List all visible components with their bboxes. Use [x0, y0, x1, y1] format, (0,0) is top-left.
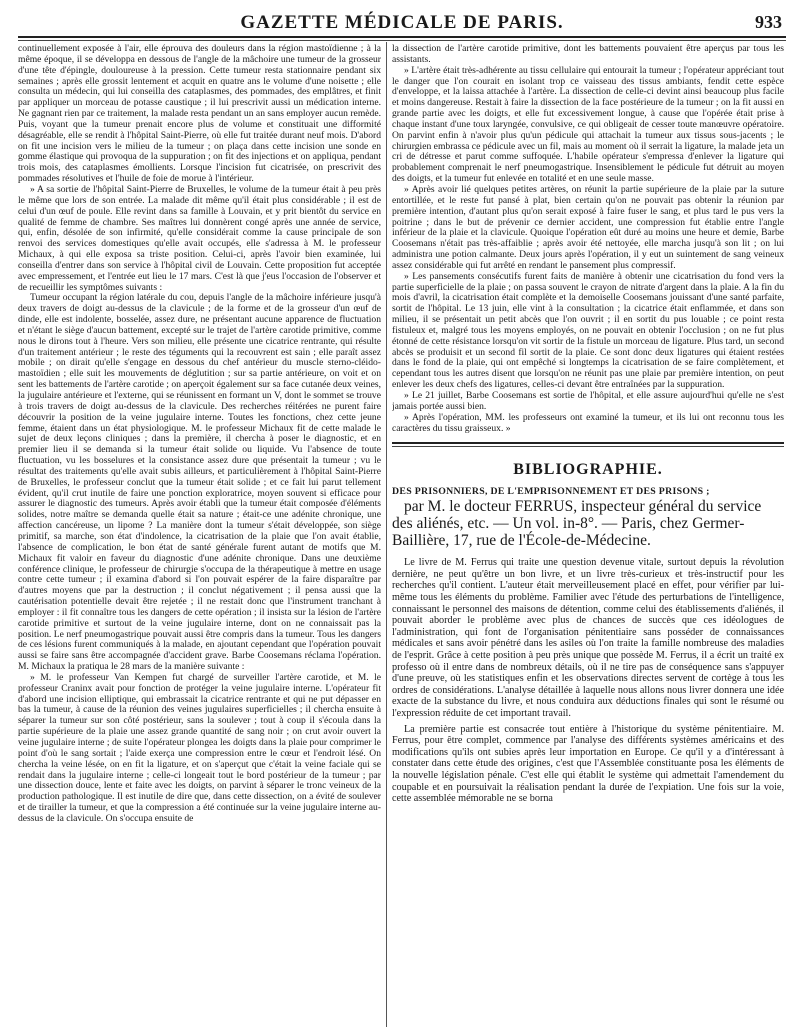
review-paragraph: La première partie est consacrée tout entière à l'historique du système pénitentiaire. M. Ferrus, pour être complet, commence par l'analyse des différents systèmes américains et des modifications qu'ils ont subies après leur importation en Europe. Ce qu'il y a d'intéressant à constater dans cette étude des origines, c'est que l'Assemblée constituante posa les éléments de la nouvelle législation pénale. C'est elle qui établit le système qui admettait l'amendement du coupable et en poursuivait la réalisation pendant la durée de l'expiation. Une fois sur la voie, cette assemblée mémorable ne se borna — [392, 723, 784, 805]
page-header — [18, 8, 786, 34]
review-paragraph: Le livre de M. Ferrus qui traite une question devenue vitale, surtout depuis la révolution dernière, ne peut qu'être un bon livre, et un livre très-curieux et très-instructif pour les recherches qu'il contient. L'auteur était merveilleusement placé en effet, pour vérifier par lui-même tous les éléments du problème. Familier avec l'étude des perturbations de l'intelligence, connaissant le personnel des maisons de détention, comme celui des établissements d'aliénés, il pouvait aborder le problème avec plus de chances de succès que ces idéologues de l'administration, qui font de l'organisation pénitentiaire sans posséder de connaissances médicales et sans avoir pénétré dans les asiles où l'on traite la famille nombreuse des maladies de l'esprit. Grâce à cette position à peu près unique que possède M. Ferrus, il a écrit un traité ex professo où il entre dans de nombreux détails, où il ne tire pas de conséquence sans s'appuyer d'une preuve, où les statistiques enfin et les observations directes servent de cortège à tous les ordres de considérations. L'analyse détaillée à laquelle nous allons nous livrer donnera une idée exacte de la substance du livre, et nous conduira aux déductions finales qui sont le résumé ou l'expression réduite de cet important travail. — [392, 557, 784, 719]
article-paragraph: » Après avoir lié quelques petites artères, on réunit la partie supérieure de la plaie par la suture entortillée, et le reste fut pansé à plat, bien certain qu'on ne pouvait pas obtenir la réunion par première intention, d'autant plus qu'on serait exposé à faire fuser le sang, et plus tard le pus vers la poitrine ; dans le but de prévenir ce dernier accident, une compression fut établie entre l'angle inférieur de la plaie et la clavicule. Quoique l'opération eût duré au moins une heure et demie, Barbe Coosemans n'était pas très-affaiblie ; après avoir été nettoyée, elle marcha jusqu'à son lit ; on lui administra une potion calmante. Deux jours après l'opération, il y eut un suintement de sang veineux assez considérable qui fut arrêté en rendant le pansement plus compressif. — [392, 183, 784, 271]
right-column — [392, 44, 784, 1027]
page-number: 933 — [755, 12, 782, 32]
header-rule-thin — [18, 40, 786, 41]
article-paragraph: » M. le professeur Van Kempen fut chargé de surveiller l'artère carotide, et M. le professeur Craninx avait pour fonction de protéger la veine jugulaire interne. L'opérateur fit d'abord une incision elliptique, qui embrassait la cicatrice rentrante et qui ne put dépasser en bas la tumeur, à cause de la réunion des veines jugulaires superficielles ; il chercha ensuite à séparer la tumeur sur son côté postérieur, sans la soulever ; tout à coup il s'écoula dans la partie supérieure de la plaie une assez grande quantité de sang noir ; on crut avoir ouvert la veine jugulaire interne ; de suite l'opérateur plongea les doigts dans la plaie pour comprimer le point d'où le sang sortait ; l'aide exerça une compression entre le cœur et l'endroit lésé. On chercha la veine lésée, on en fit la ligature, et on s'aperçut que c'était la veine faciale qui se rendait dans la jugulaire interne ; celle-ci longeait tout le bord postérieur de la tumeur ; par une dissection douce, lente et faite avec les doigts, on parvint à séparer le tronc veineux de la production pathologique. Il est inutile de dire que, dans cette dissection, on a évité de soulever et de tirailler la tumeur, et que la compression a été continuée sur la veine jugulaire interne au-dessus de la clavicule. On s'occupa ensuite de — [18, 671, 381, 824]
article-paragraph: » Le 21 juillet, Barbe Coosemans est sortie de l'hôpital, et elle assure aujourd'hui qu'elle ne s'est jamais portée aussi bien. — [392, 390, 784, 412]
section-rule-thin — [392, 446, 784, 447]
article-paragraph: » L'artère était très-adhérente au tissu cellulaire qui entourait la tumeur ; l'opérateur appréciant tout le danger que l'on courait en isolant trop ce vaisseau des tissus ambiants, fendit cette espèce d'enveloppe, et la laissa attachée à l'artère. La dissection de celle-ci devint ainsi beaucoup plus facile et moins dangereuse. Restait à faire la dissection de la face postérieure de la tumeur ; on la fit aussi en grande partie avec les doigts, et elle fut excessivement longue, à cause que l'opérée était prise à chaque instant d'une toux laryngée, convulsive, ce qui obligeait de cesser toute manœuvre opératoire. On parvint enfin à n'avoir plus qu'un pédicule qui attachait la tumeur aux tissus sous-jacents ; le chirurgien embrassa ce pédicule avec un fil, mais au moment où il serrait la ligature, la malade jeta un cri de détresse et parut comme suffoquée. L'habile opérateur s'empressa d'enlever la ligature qui probablement comprenait le nerf pneumogastrique. Insensiblement le pédicule fut détruit au moyen des doigts, et la tumeur fut enlevée en totalité et en une seule masse. — [392, 64, 784, 185]
article-paragraph: continuellement exposée à l'air, elle éprouva des douleurs dans la région mastoïdienne ; à la même époque, il se développa en dessous de l'angle de la mâchoire une tumeur de la grosseur d'une tête d'épingle, douloureuse à la pression. Cette tumeur resta stationnaire pendant six semaines ; après elle grossit lentement et acquit en quatre ans le volume d'une noisette ; elle consulta un médecin, qui lui conseilla des cataplasmes, des pommades, des emplâtres, et finit par appliquer un morceau de potasse caustique ; il lui prescrivit aussi un médication interne. Ne gagnant rien par ce traitement, la malade resta pendant un an sans employer aucun remède. Puis, voyant que la tumeur prenait encore plus de volume et constituait une difformité désagréable, elle se rendit à l'hôpital Saint-Pierre, où elle fut traitée durant neuf mois. D'abord on fit une incision vers le milieu de la tumeur ; on plaça dans cette incision une sonde en gomme élastique qui provoqua de la suppuration ; on fit des injections et on appliqua, pendant trois mois, des cataplasmes émollients. Lorsque l'incision fut cicatrisée, on prescrivit des pommades résolutives et l'huile de foie de morue à l'intérieur. — [18, 44, 381, 185]
book-details: par M. le docteur FERRUS, inspecteur général du service des aliénés, etc. — Un vol. in-8°. — Paris, chez Germer-Baillière, 17, rue de l'École-de-Médecine. — [392, 498, 762, 550]
bibliography-heading: BIBLIOGRAPHIE. — [513, 461, 663, 479]
article-paragraph: Tumeur occupant la région latérale du cou, depuis l'angle de la mâchoire inférieure jusqu'à deux travers de doigt au-dessus de la clavicule ; de la forme et de la grosseur d'un œuf de dinde, elle est indolente, bosselée, assez dure, ne présentant aucune apparence de fluctuation et n'étant le siège d'aucun battement, excepté sur le trajet de l'artère carotide primitive, comme nous le dirons tout à l'heure. Vers son milieu, elle présente une cicatrice rentrante, qui résulte d'un traitement antérieur ; le reste des téguments qui la recouvrent est sain ; elle paraît assez mobile ; on dirait qu'elle s'engage en dessous du chef antérieur du muscle sterno-cléido-mastoïdien ; elle suit les mouvements de déglutition ; sur sa partie antérieure, on voit et on sent les battements de l'artère carotide ; on aperçoit également sur sa face cutanée deux veines, la jugulaire antérieure et l'externe, qui se réunissent en formant un V, dont le sommet se trouve à trois travers de doigt au-dessus de la clavicule. Des recherches réitérées ne purent faire découvrir la position de la veine jugulaire interne. Toutes les fonctions, chez cette jeune femme, étaient dans un état physiologique. M. le professeur Michaux fit de cette malade le sujet de deux leçons cliniques ; dans la première, il chercha à poser le diagnostic, et en premier lieu il se demanda si la tumeur était solide ou liquide. Vu l'absence de toute fluctuation, vu les bosselures et la consistance assez dure que présentait la tumeur ; vu le résultat des traitements qu'elle avait subis ailleurs, et particulièrement à l'hôpital Saint-Pierre de Bruxelles, le professeur conclut que la tumeur était solide ; et ce fait lui parut tellement évident, qu'il crut inutile de faire une ponction exploratrice, moyen souvent si efficace pour assurer le diagnostic des tumeurs. Après avoir établi que la tumeur était composée d'éléments solides, notre maître se demanda quelle était sa nature ; était-ce une adénite chronique, une affection cancéreuse, un lipome ? La manière dont la tumeur s'était développée, son siège primitif, sa marche, son état d'indolence, la cicatrisation de la plaie que l'on avait établie, l'absence de complication, le bon état de santé générale furent autant de motifs que M. Michaux fit valoir en faveur du diagnostic d'une adénite chronique. Dans une deuxième conférence clinique, le professeur de chirurgie s'occupa de la thérapeutique à mettre en usage contre cette tumeur ; il examina d'abord si l'on pouvait espérer de la faire disparaître par d'autres moyens que par la destruction ; il conclut négativement ; il pensa aussi que la cautérisation potentielle devait être rejetée ; il ne restait donc que l'instrument tranchant à employer : il fit connaître tous les dangers de cette opération ; il insista sur la lésion de l'artère carotide primitive et surtout de la veine jugulaire interne, dont on ne connaissait pas la position. Le nerf pneumogastrique pouvait aussi être compris dans la tumeur. Tous les dangers de ces lésions furent communiqués à la malade, en ajoutant cependant que l'opération pouvait aussi se faire sans être accompagnée d'accident grave. Barbe Coosemans réclama l'opération. M. Michaux la pratiqua le 28 mars de la manière suivante : — [18, 292, 381, 673]
section-rule — [392, 442, 784, 444]
article-paragraph: » A sa sortie de l'hôpital Saint-Pierre de Bruxelles, le volume de la tumeur était à peu près le même que lors de son entrée. La malade dit même qu'il était plus considérable ; il est de celui d'un œuf de poule. Elle revint dans sa famille à Louvain, et y prit bientôt du service en qualité de femme de chambre. Ses maîtres lui donnèrent congé après une année de service, qui, enfin, désolée de son infirmité, qu'elle considérait comme la cause principale de son renvoi des services domestiques qu'elle avait occupés, elle s'adressa à M. le professeur Michaux, à qui elle exposa sa triste position. Celui-ci, après l'avoir bien examinée, lui conseilla d'entrer dans son service à l'hôpital civil de Louvain. Cette proposition fut acceptée avec empressement, et l'entrée eut lieu le 17 mars. C'est là que j'eus l'occasion de l'observer et de recueillir les symptômes suivants : — [18, 183, 381, 293]
column-divider — [386, 42, 387, 1027]
journal-title: GAZETTE MÉDICALE DE PARIS. — [240, 12, 564, 33]
article-paragraph: la dissection de l'artère carotide primitive, dont les battements pouvaient être aperçus par tous les assistants. — [392, 44, 784, 65]
article-paragraph: » Après l'opération, MM. les professeurs ont examiné la tumeur, et ils lui ont reconnu tous les caractères du tissu graisseux. » — [392, 411, 784, 434]
left-column — [18, 44, 381, 1027]
header-rule — [18, 36, 786, 38]
article-paragraph: » Les pansements consécutifs furent faits de manière à obtenir une cicatrisation du fond vers la partie superficielle de la plaie ; on passa souvent le crayon de nitrate d'argent dans la plaie. A la fin du mois d'avril, la cicatrisation était complète et la demoiselle Coosemans jouissant d'une santé parfaite, sortit de l'hôpital. Le 13 juin, elle vint à la consultation ; la cicatrice était enflammée, et dans son milieu, il se présentait un petit abcès que l'on ouvrit ; il en sortit du pus louable ; ce point resta fistuleux et, malgré tous les moyens employés, on ne pouvait en obtenir l'occlusion ; on ne fut plus étonné de cette résistance lorsqu'on vit sortir de la fistule un morceau de ligature. Plus tard, un second abcès se produisit et un second fil sortit de la plaie. Ce sont donc deux ligatures qui étaient restées dans le fond de la plaie, qui ont empêché si longtemps la cicatrisation de se faire complètement, et cependant tous les autres disent que lorsqu'on ne réunit pas une plaie par première intention, on peut enlever les deux chefs des ligatures, celles-ci devant être entraînées par la suppuration. — [392, 270, 784, 391]
book-title: DES PRISONNIERS, DE L'EMPRISONNEMENT ET DES PRISONS ; — [392, 486, 710, 498]
